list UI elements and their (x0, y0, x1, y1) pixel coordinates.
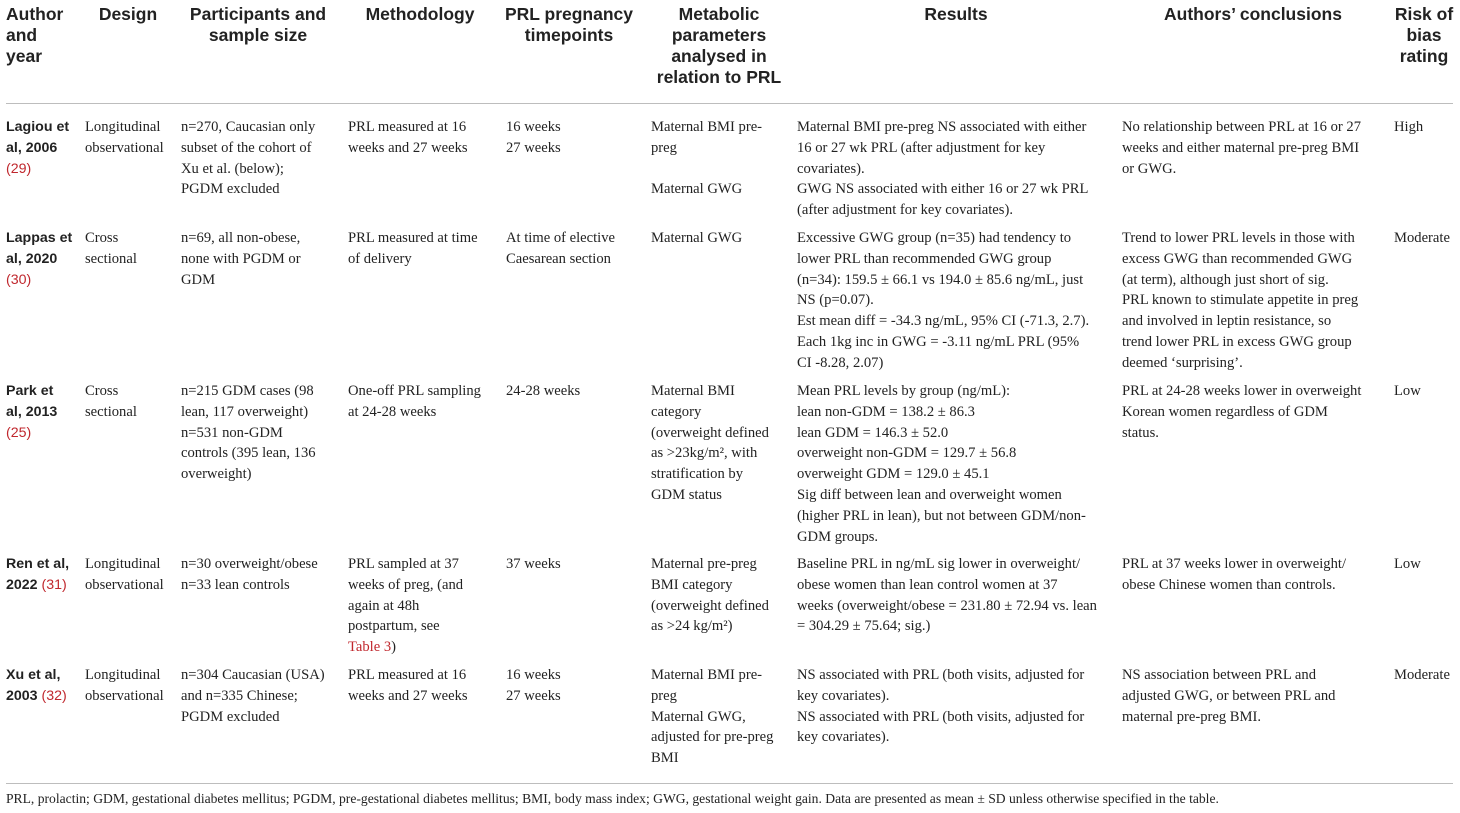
participants-line: n=215 GDM cases (98 (181, 383, 314, 399)
conclusions-line: Trend to lower PRL levels in those with (1122, 230, 1355, 246)
risk-rating: High (1394, 119, 1424, 135)
results-line: (higher PRL in lean), but not between GDM/non- (797, 507, 1086, 524)
results-line: CI -8.28, 2.07) (797, 354, 884, 371)
participants-line: PGDM excluded (181, 181, 280, 198)
metabolic-line: adjusted for pre-preg (651, 729, 774, 746)
cell-conclusions (1122, 117, 1387, 179)
metabolic-line: BMI category (651, 576, 733, 593)
methodology-line: weeks of preg, (and (348, 576, 464, 593)
conclusions-line: Korean women regardless of GDM (1122, 403, 1328, 420)
design-line: sectional (85, 250, 137, 267)
cell-author (6, 228, 82, 290)
results-line: weeks (overweight/obese = 231.80 ± 72.94 vs. lean (797, 597, 1097, 614)
risk-rating: Low (1394, 556, 1421, 572)
cell-author (6, 381, 82, 443)
methodology-line: PRL measured at 16 (348, 667, 467, 683)
results-line: GDM groups. (797, 528, 879, 545)
results-line: (n=34): 159.5 ± 66.1 vs 194.0 ± 85.6 ng/mL, just (797, 271, 1084, 288)
metabolic-line: Maternal GWG, (651, 708, 746, 725)
cell-timepoints (506, 117, 646, 159)
results-line: obese women than lean control women at 37 (797, 576, 1058, 593)
participants-line: controls (395 lean, 136 (181, 445, 316, 462)
metabolic-line: preg (651, 687, 677, 704)
results-line: covariates). (797, 160, 865, 177)
reference-link[interactable]: (30) (6, 271, 32, 288)
cell-timepoints (506, 228, 646, 270)
design-line: sectional (85, 403, 137, 420)
conclusions-line: PRL at 24-28 weeks lower in overweight (1122, 383, 1362, 399)
timepoints-line: At time of elective (506, 230, 616, 246)
cell-results (797, 554, 1117, 637)
participants-line: none with PGDM or (181, 250, 301, 267)
results-line: Sig diff between lean and overweight women (797, 486, 1062, 503)
metabolic-line: as >24 kg/m²) (651, 618, 733, 635)
conclusions-line: or GWG. (1122, 160, 1177, 177)
author-line: 2003 (6, 687, 42, 704)
cell-risk (1394, 665, 1460, 686)
table-3-link[interactable]: Table 3 (348, 639, 392, 656)
participants-line: Xu et al. (below); (181, 160, 284, 177)
design-line: Longitudinal (85, 667, 161, 683)
header-participants: Participants and sample size (189, 4, 327, 45)
metabolic-line: Maternal pre-preg (651, 556, 757, 572)
results-line: lower PRL than recommended GWG group (797, 250, 1052, 267)
participants-line: n=69, all non-obese, (181, 230, 301, 246)
cell-methodology (348, 665, 494, 707)
methodology-line: of delivery (348, 250, 412, 267)
author-line: al, 2006 (6, 139, 58, 156)
risk-rating: Moderate (1394, 230, 1450, 246)
metabolic-line: Maternal GWG (651, 181, 743, 198)
cell-metabolic (651, 117, 797, 200)
methodology-line: weeks and 27 weeks (348, 139, 468, 156)
cell-metabolic (651, 554, 797, 637)
conclusions-line: (at term), although just short of sig. (1122, 271, 1329, 288)
author-line: Xu et al, (6, 667, 61, 683)
risk-rating: Moderate (1394, 667, 1450, 683)
results-line: Est mean diff = -34.3 ng/mL, 95% CI (-71.3, 2.7). (797, 313, 1090, 330)
methodology-line: weeks and 27 weeks (348, 687, 468, 704)
cell-design (85, 554, 177, 596)
author-line: Lagiou et (6, 119, 70, 135)
cell-metabolic (651, 228, 797, 249)
participants-line: n=33 lean controls (181, 576, 290, 593)
metabolic-line: Maternal BMI (651, 383, 735, 399)
conclusions-line: No relationship between PRL at 16 or 27 (1122, 119, 1361, 135)
methodology-line: again at 48h (348, 597, 420, 614)
header-methodology: Methodology (365, 4, 475, 24)
header-design: Design (98, 4, 158, 24)
cell-risk (1394, 381, 1460, 402)
cell-metabolic (651, 665, 797, 769)
results-line: GWG NS associated with either 16 or 27 wk PRL (797, 181, 1089, 198)
metabolic-line: GDM status (651, 486, 722, 503)
metabolic-line (651, 159, 797, 180)
header-conclusions: Authors’ conclusions (1164, 4, 1342, 24)
cell-methodology (348, 554, 494, 658)
participants-line: subset of the cohort of (181, 139, 312, 156)
header-author-year: Author and year (6, 4, 64, 66)
author-line: al, 2013 (6, 403, 58, 420)
cell-risk (1394, 554, 1460, 575)
cell-results (797, 381, 1117, 547)
methodology-line: PRL sampled at 37 (348, 556, 459, 572)
design-line: Cross (85, 383, 119, 399)
results-line: overweight non-GDM = 129.7 ± 56.8 (797, 445, 1017, 462)
metabolic-line: BMI (651, 750, 679, 767)
conclusions-line: deemed ‘surprising’. (1122, 354, 1243, 371)
participants-line: GDM (181, 271, 216, 288)
design-line: Longitudinal (85, 119, 161, 135)
conclusions-line: maternal pre-preg BMI. (1122, 708, 1261, 725)
metabolic-line: (overweight defined (651, 424, 769, 441)
header-results: Results (924, 4, 988, 24)
results-line: = 304.29 ± 75.64; sig.) (797, 618, 931, 635)
cell-results (797, 228, 1117, 374)
cell-participants (181, 117, 341, 200)
cell-author (6, 117, 82, 179)
participants-line: PGDM excluded (181, 708, 280, 725)
cell-author (6, 665, 82, 707)
metabolic-line: Maternal GWG (651, 230, 743, 246)
results-line: NS (p=0.07). (797, 292, 874, 309)
design-line: Cross (85, 230, 119, 246)
author-line: Park et (6, 383, 54, 399)
results-line: 16 or 27 wk PRL (after adjustment for key (797, 139, 1046, 156)
conclusions-line: trend lower PRL in excess GWG group (1122, 333, 1352, 350)
reference-link[interactable]: (32) (41, 687, 67, 704)
cell-methodology (348, 381, 494, 423)
metabolic-line: as >23kg/m², with (651, 445, 758, 462)
header-risk: Risk of bias rating (1394, 4, 1454, 66)
conclusions-line: adjusted GWG, or between PRL and (1122, 687, 1336, 704)
cell-metabolic (651, 381, 797, 506)
conclusions-line: obese Chinese women than controls. (1122, 576, 1336, 593)
results-line: Mean PRL levels by group (ng/mL): (797, 383, 1011, 399)
design-line: Longitudinal (85, 556, 161, 572)
design-line: observational (85, 576, 164, 593)
cell-risk (1394, 228, 1460, 249)
results-line: overweight GDM = 129.0 ± 45.1 (797, 466, 990, 483)
timepoints-line: 16 weeks (506, 119, 561, 135)
methodology-line: at 24-28 weeks (348, 403, 437, 420)
results-line: Baseline PRL in ng/mL sig lower in overweight/ (797, 556, 1081, 572)
cell-participants (181, 381, 341, 485)
cell-risk (1394, 117, 1460, 138)
methodology-line: PRL measured at time (348, 230, 478, 246)
results-line: NS associated with PRL (both visits, adjusted for (797, 667, 1085, 683)
results-line: key covariates). (797, 687, 890, 704)
conclusions-line: excess GWG than recommended GWG (1122, 250, 1353, 267)
results-line: NS associated with PRL (both visits, adjusted for (797, 708, 1085, 725)
metabolic-line: (overweight defined (651, 597, 769, 614)
metabolic-line: category (651, 403, 702, 420)
participants-line: lean, 117 overweight) (181, 403, 309, 420)
cell-participants (181, 228, 341, 290)
cell-design (85, 228, 177, 270)
results-line: key covariates). (797, 729, 890, 746)
header-timepoints: PRL pregnancy timepoints (504, 4, 634, 45)
participants-line: overweight) (181, 466, 252, 483)
cell-design (85, 381, 177, 423)
author-line: 2022 (6, 576, 42, 593)
cell-conclusions (1122, 665, 1387, 727)
cell-methodology (348, 117, 494, 159)
timepoints-line: 27 weeks (506, 139, 561, 156)
cell-methodology (348, 228, 494, 270)
results-line: Maternal BMI pre-preg NS associated with either (797, 119, 1087, 135)
reference-link[interactable]: (29) (6, 160, 32, 177)
results-line: Each 1kg inc in GWG = -3.11 ng/mL PRL (95% (797, 333, 1080, 350)
design-line: observational (85, 687, 164, 704)
header-rule (6, 103, 1453, 104)
cell-participants (181, 665, 341, 727)
cell-timepoints (506, 381, 646, 402)
cell-conclusions (1122, 228, 1387, 374)
participants-line: n=304 Caucasian (USA) (181, 667, 325, 683)
participants-line: n=30 overweight/obese (181, 556, 318, 572)
participants-line: n=270, Caucasian only (181, 119, 316, 135)
cell-design (85, 117, 177, 159)
timepoints-line: 27 weeks (506, 687, 561, 704)
participants-line: n=531 non-GDM (181, 424, 283, 441)
methodology-line: One-off PRL sampling (348, 383, 481, 399)
results-line: Excessive GWG group (n=35) had tendency to (797, 230, 1072, 246)
footer-rule (6, 783, 1453, 784)
results-line: lean GDM = 146.3 ± 52.0 (797, 424, 949, 441)
conclusions-line: and involved in leptin resistance, so (1122, 313, 1332, 330)
cell-results (797, 117, 1117, 221)
reference-link[interactable]: (25) (6, 424, 32, 441)
cell-conclusions (1122, 381, 1387, 443)
methodology-line: PRL measured at 16 (348, 119, 467, 135)
conclusions-line: PRL at 37 weeks lower in overweight/ (1122, 556, 1346, 572)
conclusions-line: status. (1122, 424, 1159, 441)
cell-timepoints (506, 665, 646, 707)
conclusions-line: NS association between PRL and (1122, 667, 1317, 683)
metabolic-line: Maternal BMI pre- (651, 119, 763, 135)
conclusions-line: PRL known to stimulate appetite in preg (1122, 292, 1359, 309)
metabolic-line: Maternal BMI pre- (651, 667, 763, 683)
results-line: lean non-GDM = 138.2 ± 86.3 (797, 403, 975, 420)
cell-results (797, 665, 1117, 748)
methodology-line: postpartum, see (348, 618, 440, 635)
participants-line: and n=335 Chinese; (181, 687, 298, 704)
conclusions-line: weeks and either maternal pre-preg BMI (1122, 139, 1360, 156)
cell-author (6, 554, 82, 596)
metabolic-line: stratification by (651, 466, 743, 483)
methodology-line (348, 637, 494, 658)
timepoints-line: 37 weeks (506, 556, 561, 572)
timepoints-line: 16 weeks (506, 667, 561, 683)
cell-timepoints (506, 554, 646, 575)
timepoints-line: Caesarean section (506, 250, 611, 267)
header-metabolic: Metabolic parameters analysed in relation to PRL (656, 4, 782, 87)
results-line: (after adjustment for key covariates). (797, 202, 1013, 219)
cell-conclusions (1122, 554, 1387, 596)
metabolic-line: preg (651, 139, 677, 156)
risk-rating: Low (1394, 383, 1421, 399)
author-line: al, 2020 (6, 250, 58, 267)
table-footnote: PRL, prolactin; GDM, gestational diabetes mellitus; PGDM, pre-gestational diabetes mellitus; BMI, body mass index; GWG, gestational weight gain. Data are presented as mean ± SD unless otherwise specified in the table. (6, 791, 1219, 806)
design-line: observational (85, 139, 164, 156)
author-line: Ren et al, (6, 556, 70, 572)
cell-design (85, 665, 177, 707)
timepoints-line: 24-28 weeks (506, 383, 581, 399)
methodology-tail: ) (391, 639, 397, 656)
reference-link[interactable]: (31) (41, 576, 67, 593)
cell-participants (181, 554, 341, 596)
author-line: Lappas et (6, 230, 73, 246)
